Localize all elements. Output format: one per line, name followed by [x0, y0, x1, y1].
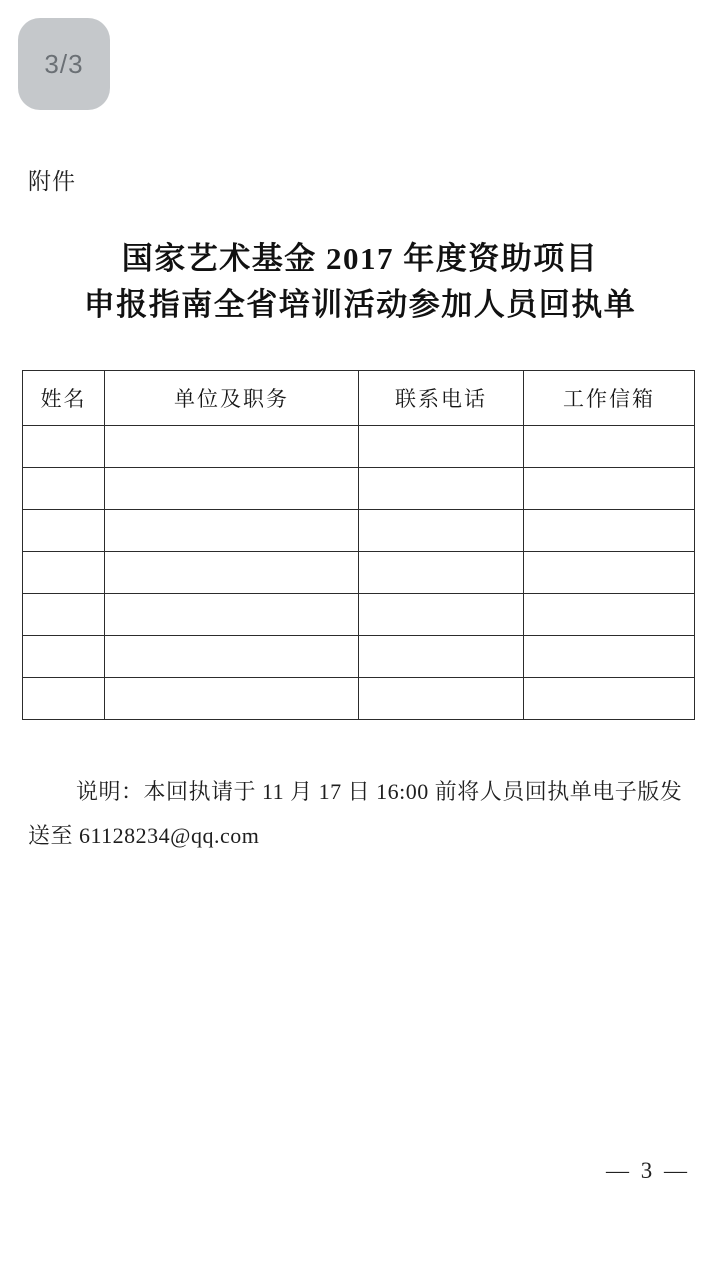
cell-phone	[359, 678, 524, 720]
page-indicator-text: 3/3	[44, 48, 84, 79]
column-header-phone: 联系电话	[359, 371, 524, 426]
page-number: — 3 —	[606, 1158, 690, 1183]
table-row	[23, 510, 695, 552]
note-line-2: 送至 61128234@qq.com	[28, 823, 260, 848]
cell-name	[23, 510, 105, 552]
note-line-1: 说明：本回执请于 11 月 17 日 16:00 前将人员回执单电子版发	[76, 779, 683, 804]
cell-email	[524, 678, 695, 720]
title-line-2: 申报指南全省培训活动参加人员回执单	[83, 287, 637, 322]
title-line-1: 国家艺术基金 2017 年度资助项目	[121, 241, 599, 276]
cell-phone	[359, 636, 524, 678]
cell-name	[23, 594, 105, 636]
page-title	[0, 236, 720, 328]
cell-unit-position	[105, 636, 359, 678]
cell-phone	[359, 468, 524, 510]
receipt-table	[22, 370, 695, 720]
attachment-label: 附件	[28, 169, 76, 194]
table-row	[23, 594, 695, 636]
cell-name	[23, 678, 105, 720]
cell-name	[23, 426, 105, 468]
cell-name	[23, 636, 105, 678]
cell-unit-position	[105, 468, 359, 510]
cell-email	[524, 510, 695, 552]
table-row	[23, 552, 695, 594]
column-header-unit-position: 单位及职务	[105, 371, 359, 426]
cell-unit-position	[105, 510, 359, 552]
table-row	[23, 636, 695, 678]
cell-unit-position	[105, 594, 359, 636]
cell-unit-position	[105, 678, 359, 720]
cell-name	[23, 468, 105, 510]
table-row	[23, 468, 695, 510]
note-block	[28, 770, 700, 858]
cell-phone	[359, 426, 524, 468]
column-header-email: 工作信箱	[524, 371, 695, 426]
cell-phone	[359, 552, 524, 594]
cell-email	[524, 552, 695, 594]
cell-unit-position	[105, 426, 359, 468]
cell-phone	[359, 510, 524, 552]
table-header-row	[23, 371, 695, 426]
table-row	[23, 426, 695, 468]
cell-email	[524, 426, 695, 468]
cell-email	[524, 468, 695, 510]
cell-phone	[359, 594, 524, 636]
cell-name	[23, 552, 105, 594]
cell-email	[524, 636, 695, 678]
column-header-name: 姓名	[23, 371, 105, 426]
cell-email	[524, 594, 695, 636]
table-row	[23, 678, 695, 720]
cell-unit-position	[105, 552, 359, 594]
